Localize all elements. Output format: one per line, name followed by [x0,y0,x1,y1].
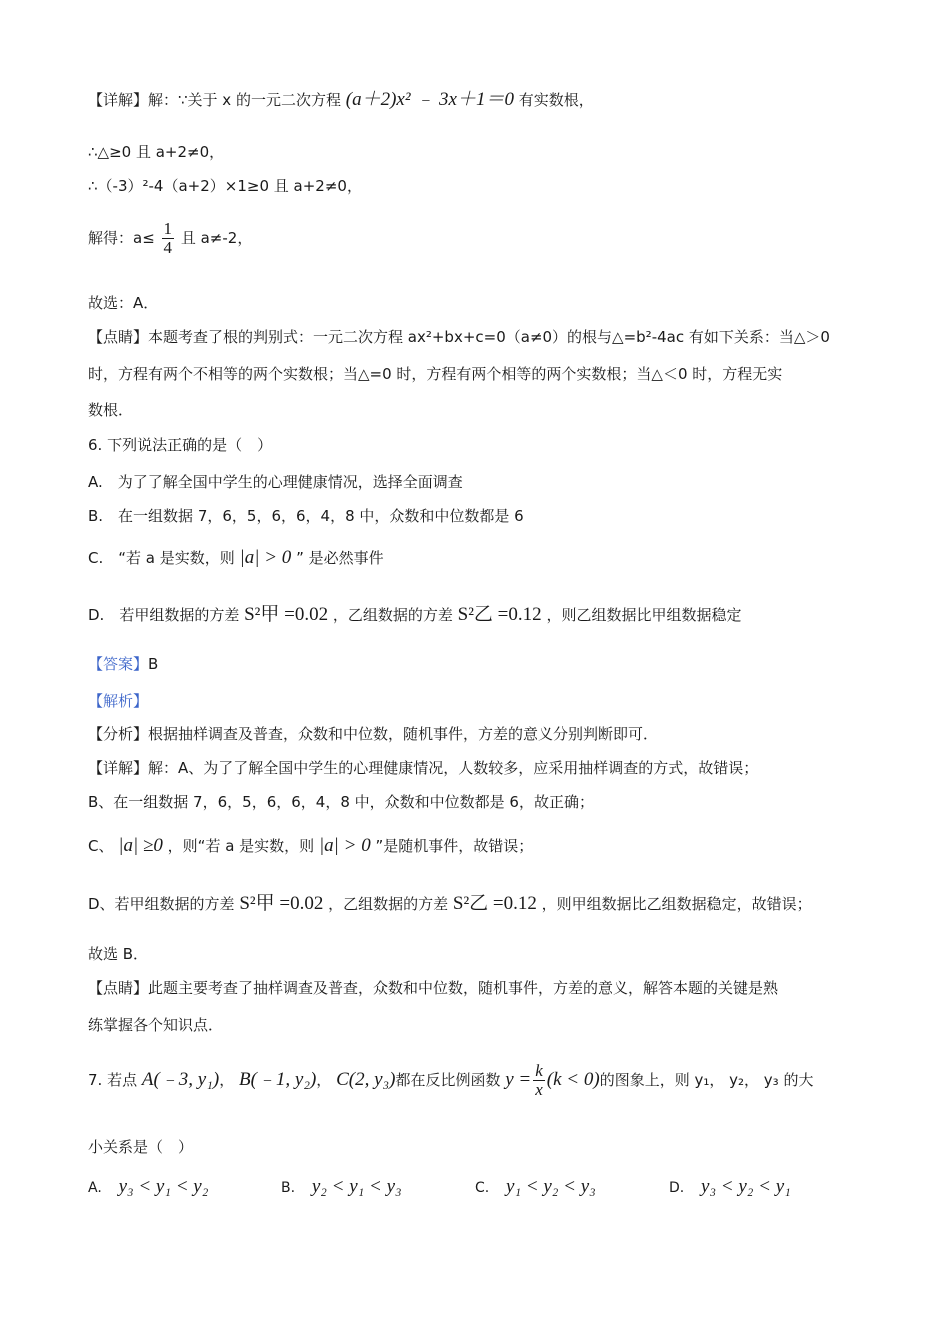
q7-option-b-expr: y₂ < y₁ < y₃ [311,1176,402,1197]
q5-solve-line [88,214,862,262]
q7-stem-line2: 小关系是（ ） [88,1138,194,1156]
q6-detail-d-post: ，则甲组数据比乙组数据稳定，故错误； [541,895,812,913]
q5-note-line2: 时，方程有两个不相等的两个实数根；当△=0 时，方程有两个相等的两个实数根；当△＜0 时，方程无实 [88,365,783,383]
q7-option-a [88,1176,208,1198]
q7-stem-pre: 7. 若点 [88,1071,138,1089]
q6-option-c-post: ” 是必然事件 [296,549,384,567]
q6-detail-d-s2: S²乙 =0.12 [452,893,537,914]
q6-note-line1: 【点睛】此题主要考查了抽样调查及普查，众数和中位数，随机事件，方差的意义，解答本题的关键是熟 [88,979,779,997]
q7-point-a: A(﹣3, y₁) [141,1069,220,1090]
q7-option-a-label: A. [88,1180,102,1196]
q6-detail-c-post: ”是随机事件，故错误； [375,837,534,855]
q7-option-c-label: C. [475,1180,490,1196]
q6-detail-c-expr2: |a| > 0 [318,835,371,856]
q5-detail-prefix: 【详解】解：∵关于 x 的一元二次方程 [88,91,341,109]
q7-stem: 7. 若点 A(﹣3, y₁)， B(﹣1, y₂)， C(2, y₃)都在反比例函数 y = $\frac{k}{x}$ (k < 0)的图象上，则 y₁， y₂， y₃ 的大 [88,1061,814,1099]
q6-detail-b: B、在一组数据 7，6，5，6，6，4，8 中，众数和中位数都是 6，故正确； [88,793,594,811]
q7-option-b-label: B. [281,1180,296,1196]
q7-stem-mid: 都在反比例函数 [395,1071,501,1089]
q6-note-line2: 练掌握各个知识点． [88,1016,224,1034]
q7-func-num: k [535,1061,543,1081]
q6-detail-c-mid: ，则“若 a 是实数，则 [167,837,315,855]
q7-option-d-label: D. [669,1180,685,1196]
q6-option-d-post: ，则乙组数据比甲组数据稳定 [546,606,742,624]
q7-option-d [669,1176,791,1198]
q6-option-d-s1: S²甲 =0.02 [244,604,329,625]
q6-option-d-pre: D. 若甲组数据的方差 [88,606,240,624]
q5-detail-suffix: 有实数根， [518,91,594,109]
q7-point-b: B(﹣1, y₂) [238,1069,317,1090]
q6-detail-c-pre: C、 [88,837,114,855]
q5-solve-suffix: 且 a≠-2， [180,229,253,247]
q6-answer-label: 【答案】 [88,655,149,673]
q7-option-a-expr: y₃ < y₁ < y₂ [118,1176,209,1197]
q6-detail-c [88,835,862,857]
q5-fraction-num: 1 [163,219,173,239]
q7-option-b [281,1176,402,1198]
q7-func-fraction [533,1062,545,1099]
q6-option-b: B. 在一组数据 7，6，5，6，6，4，8 中，众数和中位数都是 6 [88,507,524,525]
q6-analysis-label: 【解析】 [88,692,149,710]
q6-stem: 6. 下列说法正确的是（ ） [88,436,273,454]
q5-equation: (a＋2)x² ﹣ 3x＋1＝0 [345,89,514,110]
q7-option-c-expr: y₁ < y₂ < y₃ [506,1176,596,1197]
q7-func-cond: (k < 0) [546,1069,600,1090]
q7-option-d-expr: y₃ < y₂ < y₁ [701,1176,791,1197]
q5-note-line3: 数根． [88,401,134,419]
q5-choice: 故选：A． [88,294,159,312]
q6-option-d [88,604,862,626]
q5-fraction [162,220,175,257]
q6-option-c-pre: C. “若 a 是实数，则 [88,549,235,567]
q5-line3: ∴（-3）²-4（a+2）×1≥0 且 a+2≠0， [88,177,362,195]
q6-detail-d-pre: D、若甲组数据的方差 [88,895,235,913]
q6-detail-a: 【详解】解：A、为了了解全国中学生的心理健康情况，人数较多，应采用抽样调查的方式，故错误； [88,759,759,777]
q6-answer [88,653,862,675]
q6-option-a: A. 为了了解全国中学生的心理健康情况，选择全面调查 [88,473,463,491]
q6-detail-d [88,893,862,915]
q6-detail-d-mid: ，乙组数据的方差 [328,895,449,913]
q7-point-c: C(2, y₃) [336,1069,396,1090]
q7-option-c [475,1176,596,1198]
q7-stem-post: 的图象上，则 y₁， y₂， y₃ 的大 [599,1071,814,1089]
q6-detail-c-expr1: |a| ≥0 [118,835,163,856]
q6-detail-d-s1: S²甲 =0.02 [239,893,324,914]
q7-func-den: x [535,1080,543,1099]
q6-choice: 故选 B． [88,945,149,963]
q5-detail-line [88,89,862,111]
q7-func-lhs: y = [505,1069,532,1090]
q5-fraction-den: 4 [163,238,173,257]
q6-option-d-s2: S²乙 =0.12 [457,604,542,625]
q6-option-c-expr: |a| > 0 [239,547,292,568]
q6-option-d-mid: ，乙组数据的方差 [332,606,453,624]
q6-option-c [88,547,862,569]
q5-line2: ∴△≥0 且 a+2≠0， [88,143,225,161]
q6-analysis: 【分析】根据抽样调查及普查，众数和中位数，随机事件，方差的意义分别判断即可． [88,725,659,743]
q5-note-line1: 【点睛】本题考查了根的判别式：一元二次方程 ax²+bx+c=0（a≠0）的根与△=b²-4ac 有如下关系：当△＞0 [88,328,830,346]
q5-solve-prefix: 解得：a≤ [88,229,155,247]
q6-answer-value: B [148,655,159,673]
